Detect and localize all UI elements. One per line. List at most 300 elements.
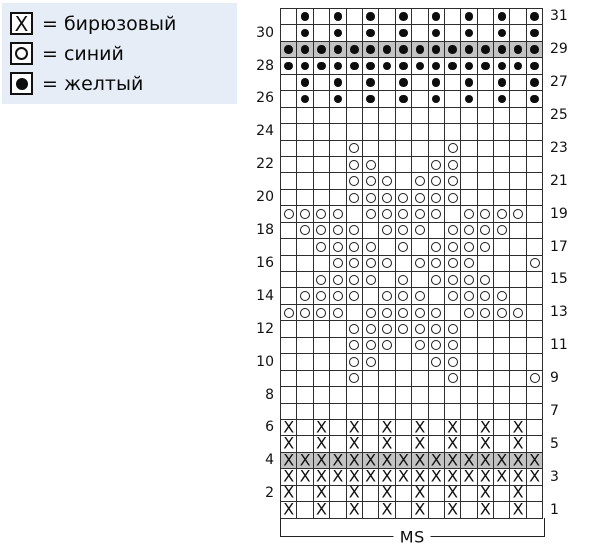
filled-dot-icon	[530, 29, 539, 38]
x-icon: X	[414, 417, 426, 437]
x-icon: X	[348, 450, 360, 470]
open-circle-icon	[464, 258, 474, 268]
grid-cell-r30-c16	[527, 25, 543, 41]
grid-cell-r2-c4	[330, 486, 346, 502]
x-icon: X	[479, 417, 491, 437]
grid-cell-r2-c16	[527, 486, 543, 502]
grid-cell-r22-c2	[297, 157, 313, 173]
filled-dot-icon	[366, 95, 375, 104]
grid-cell-r10-c4	[330, 354, 346, 370]
filled-dot-icon	[399, 45, 408, 54]
open-circle-icon	[464, 291, 474, 301]
grid-cell-r6-c8	[396, 420, 412, 436]
x-icon: X	[479, 450, 491, 470]
filled-dot-icon	[465, 29, 474, 38]
open-circle-icon	[300, 209, 310, 219]
open-circle-icon	[398, 242, 408, 252]
row-number-15: 15	[550, 271, 568, 288]
grid-cell-r30-c12	[461, 25, 477, 41]
grid-cell-r16-c5	[347, 256, 363, 272]
grid-cell-r21-c12	[461, 173, 477, 189]
x-icon: X	[479, 433, 491, 453]
grid-cell-r9-c2	[297, 371, 313, 387]
grid-cell-r6-c16	[527, 420, 543, 436]
grid-cell-r30-c1	[281, 25, 297, 41]
row-number-16: 16	[256, 254, 274, 271]
grid-cell-r24-c13	[478, 124, 494, 140]
open-circle-icon	[398, 225, 408, 235]
grid-cell-r20-c16	[527, 190, 543, 206]
grid-cell-r19-c14	[494, 206, 510, 222]
grid-cell-r12-c12	[461, 321, 477, 337]
open-circle-icon	[415, 209, 425, 219]
grid-cell-r22-c14	[494, 157, 510, 173]
grid-cell-r17-c3	[314, 239, 330, 255]
grid-cell-r15-c14	[494, 272, 510, 288]
open-circle-icon	[333, 225, 343, 235]
open-circle-icon	[513, 308, 523, 318]
open-circle-icon	[349, 193, 359, 203]
grid-cell-r27-c7	[379, 75, 395, 91]
grid-cell-r8-c3	[314, 387, 330, 403]
grid-cell-r25-c13	[478, 108, 494, 124]
filled-dot-icon	[366, 78, 375, 87]
grid-cell-r12-c13	[478, 321, 494, 337]
filled-dot-icon	[432, 12, 441, 21]
grid-cell-r27-c11	[445, 75, 461, 91]
grid-cell-r29-c11	[445, 42, 461, 58]
x-icon: X	[381, 466, 393, 486]
grid-cell-r19-c2	[297, 206, 313, 222]
grid-cell-r10-c2	[297, 354, 313, 370]
grid-cell-r18-c12	[461, 223, 477, 239]
grid-cell-r1-c3	[314, 499, 330, 519]
grid-cell-r13-c8	[396, 305, 412, 321]
grid-cell-r31-c1	[281, 9, 297, 25]
grid-cell-r26-c3	[314, 91, 330, 107]
open-circle-icon	[284, 209, 294, 219]
grid-cell-r1-c11	[445, 499, 461, 519]
grid-cell-r19-c6	[363, 206, 379, 222]
grid-cell-r30-c4	[330, 25, 346, 41]
x-icon: X	[283, 499, 295, 519]
row-number-4: 4	[265, 452, 274, 469]
filled-dot-icon	[301, 45, 310, 54]
open-circle-icon	[415, 176, 425, 186]
grid-cell-r18-c13	[478, 223, 494, 239]
grid-cell-r23-c12	[461, 141, 477, 157]
grid-cell-r28-c3	[314, 58, 330, 74]
grid-cell-r29-c12	[461, 42, 477, 58]
grid-cell-r21-c3	[314, 173, 330, 189]
open-circle-icon	[464, 308, 474, 318]
grid-cell-r16-c13	[478, 256, 494, 272]
filled-dot-icon	[383, 45, 392, 54]
row-number-18: 18	[256, 222, 274, 239]
grid-cell-r9-c13	[478, 371, 494, 387]
x-icon: X	[463, 466, 475, 486]
open-circle-icon	[382, 258, 392, 268]
grid-cell-r3-c6	[363, 466, 379, 486]
grid-cell-r14-c12	[461, 288, 477, 304]
filled-dot-icon	[498, 45, 507, 54]
open-circle-icon	[448, 225, 458, 235]
open-circle-icon	[497, 308, 507, 318]
grid-cell-r29-c16	[527, 42, 543, 58]
grid-cell-r27-c16	[527, 75, 543, 91]
open-circle-icon	[366, 275, 376, 285]
grid-cell-r2-c6	[363, 486, 379, 502]
grid-cell-r7-c6	[363, 404, 379, 420]
grid-cell-r28-c2	[297, 58, 313, 74]
grid-cell-r21-c11	[445, 173, 461, 189]
grid-cell-r25-c4	[330, 108, 346, 124]
filled-dot-icon	[432, 95, 441, 104]
grid-cell-r13-c12	[461, 305, 477, 321]
grid-cell-r18-c16	[527, 223, 543, 239]
grid-cell-r15-c1	[281, 272, 297, 288]
grid-cell-r12-c5	[347, 321, 363, 337]
grid-cell-r28-c14	[494, 58, 510, 74]
x-icon: X	[447, 466, 459, 486]
grid-cell-r3-c10	[429, 466, 445, 486]
grid-cell-r26-c7	[379, 91, 395, 107]
dot-symbol-box	[10, 72, 33, 95]
open-circle-icon	[464, 209, 474, 219]
grid-cell-r10-c14	[494, 354, 510, 370]
open-circle-icon	[366, 209, 376, 219]
x-icon: X	[397, 466, 409, 486]
grid-cell-r31-c15	[510, 9, 526, 25]
grid-cell-r15-c6	[363, 272, 379, 288]
grid-cell-r10-c7	[379, 354, 395, 370]
grid-cell-r26-c12	[461, 91, 477, 107]
grid-cell-r22-c12	[461, 157, 477, 173]
open-circle-icon	[448, 160, 458, 170]
filled-dot-icon	[481, 62, 490, 71]
grid-cell-r29-c1	[281, 42, 297, 58]
legend	[2, 3, 237, 104]
grid-cell-r13-c6	[363, 305, 379, 321]
x-icon: X	[299, 466, 311, 486]
grid-cell-r27-c10	[429, 75, 445, 91]
grid-cell-r28-c1	[281, 58, 297, 74]
grid-cell-r25-c3	[314, 108, 330, 124]
open-circle-icon	[448, 258, 458, 268]
grid-cell-r13-c4	[330, 305, 346, 321]
open-circle-icon	[448, 143, 458, 153]
open-circle-icon	[333, 275, 343, 285]
grid-cell-r18-c5	[347, 223, 363, 239]
grid-cell-r13-c13	[478, 305, 494, 321]
grid-cell-r12-c2	[297, 321, 313, 337]
grid-cell-r15-c3	[314, 272, 330, 288]
grid-cell-r13-c14	[494, 305, 510, 321]
grid-cell-r7-c16	[527, 404, 543, 420]
filled-dot-icon	[530, 95, 539, 104]
x-icon: X	[512, 499, 524, 519]
grid-cell-r20-c2	[297, 190, 313, 206]
grid-cell-r22-c1	[281, 157, 297, 173]
row-number-10: 10	[256, 353, 274, 370]
x-icon: X	[381, 433, 393, 453]
grid-cell-r15-c8	[396, 272, 412, 288]
filled-dot-icon	[498, 62, 507, 71]
open-circle-icon	[316, 308, 326, 318]
grid-cell-r12-c11	[445, 321, 461, 337]
grid-cell-r1-c10	[429, 502, 445, 518]
grid-cell-r14-c8	[396, 288, 412, 304]
grid-cell-r19-c5	[347, 206, 363, 222]
open-circle-icon	[382, 291, 392, 301]
grid-cell-r31-c14	[494, 9, 510, 25]
open-circle-icon	[382, 193, 392, 203]
legend-label-turquoise: = бирюзовый	[42, 12, 177, 35]
grid-cell-r31-c7	[379, 9, 395, 25]
filled-dot-icon	[432, 29, 441, 38]
grid-cell-r11-c13	[478, 338, 494, 354]
grid-cell-r28-c15	[510, 58, 526, 74]
open-circle-icon	[382, 209, 392, 219]
grid-cell-r11-c5	[347, 338, 363, 354]
grid-cell-r21-c2	[297, 173, 313, 189]
grid-cell-r17-c12	[461, 239, 477, 255]
open-circle-icon	[300, 308, 310, 318]
row-number-28: 28	[256, 57, 274, 74]
grid-cell-r19-c15	[510, 206, 526, 222]
grid-cell-r18-c11	[445, 223, 461, 239]
grid-cell-r16-c4	[330, 256, 346, 272]
grid-cell-r23-c16	[527, 141, 543, 157]
grid-cell-r25-c6	[363, 108, 379, 124]
open-circle-icon	[448, 340, 458, 350]
open-circle-icon	[316, 275, 326, 285]
grid-cell-r1-c6	[363, 502, 379, 518]
filled-dot-icon	[498, 29, 507, 38]
grid-cell-r9-c11	[445, 371, 461, 387]
grid-cell-r24-c7	[379, 124, 395, 140]
grid-cell-r3-c16	[527, 466, 543, 486]
open-circle-icon	[448, 176, 458, 186]
grid-cell-r17-c7	[379, 239, 395, 255]
open-circle-icon	[349, 160, 359, 170]
grid-cell-r8-c14	[494, 387, 510, 403]
grid-cell-r9-c12	[461, 371, 477, 387]
grid-cell-r18-c6	[363, 223, 379, 239]
grid-cell-r21-c15	[510, 173, 526, 189]
grid-cell-r30-c11	[445, 25, 461, 41]
grid-cell-r20-c4	[330, 190, 346, 206]
grid-cell-r21-c6	[363, 173, 379, 189]
filled-dot-icon	[284, 45, 293, 54]
x-icon: X	[529, 466, 541, 486]
open-circle-icon	[398, 209, 408, 219]
open-circle-icon	[431, 357, 441, 367]
filled-dot-icon	[399, 12, 408, 21]
grid-cell-r31-c8	[396, 9, 412, 25]
grid-cell-r30-c10	[429, 25, 445, 41]
grid-cell-r2-c10	[429, 486, 445, 502]
open-circle-icon	[530, 373, 540, 383]
open-circle-icon	[448, 357, 458, 367]
row-number-30: 30	[256, 24, 274, 41]
grid-cell-r29-c4	[330, 42, 346, 58]
open-circle-icon	[480, 242, 490, 252]
filled-dot-icon	[317, 62, 326, 71]
open-circle-icon	[398, 324, 408, 334]
x-icon: X	[447, 417, 459, 437]
open-circle-icon	[480, 291, 490, 301]
grid-cell-r12-c7	[379, 321, 395, 337]
filled-dot-icon	[498, 12, 507, 21]
grid-cell-r10-c12	[461, 354, 477, 370]
grid-cell-r17-c15	[510, 239, 526, 255]
grid-cell-r28-c13	[478, 58, 494, 74]
open-circle-icon	[316, 291, 326, 301]
open-circle-icon	[464, 225, 474, 235]
open-circle-icon	[415, 291, 425, 301]
grid-cell-r23-c11	[445, 141, 461, 157]
grid-cell-r7-c10	[429, 404, 445, 420]
grid-cell-r10-c16	[527, 354, 543, 370]
x-icon: X	[414, 499, 426, 519]
x-icon: X	[479, 482, 491, 502]
grid-cell-r25-c2	[297, 108, 313, 124]
grid-cell-r9-c10	[429, 371, 445, 387]
x-icon: X	[463, 450, 475, 470]
grid-cell-r11-c9	[412, 338, 428, 354]
row-number-8: 8	[265, 386, 274, 403]
grid-cell-r31-c3	[314, 9, 330, 25]
grid-cell-r20-c9	[412, 190, 428, 206]
grid-cell-r18-c3	[314, 223, 330, 239]
grid-cell-r25-c11	[445, 108, 461, 124]
grid-cell-r28-c5	[347, 58, 363, 74]
row-number-12: 12	[256, 320, 274, 337]
open-circle-icon	[415, 258, 425, 268]
filled-dot-icon	[301, 12, 310, 21]
grid-cell-r22-c5	[347, 157, 363, 173]
grid-cell-r31-c10	[429, 9, 445, 25]
grid-cell-r8-c2	[297, 387, 313, 403]
grid-cell-r8-c11	[445, 387, 461, 403]
grid-cell-r21-c1	[281, 173, 297, 189]
grid-cell-r7-c8	[396, 404, 412, 420]
grid-cell-r24-c16	[527, 124, 543, 140]
grid-cell-r16-c3	[314, 256, 330, 272]
grid-cell-r16-c11	[445, 256, 461, 272]
grid-cell-r13-c10	[429, 305, 445, 321]
grid-cell-r27-c15	[510, 75, 526, 91]
grid-cell-r18-c7	[379, 223, 395, 239]
open-circle-icon	[349, 340, 359, 350]
grid-cell-r20-c1	[281, 190, 297, 206]
grid-cell-r28-c8	[396, 58, 412, 74]
grid-cell-r13-c3	[314, 305, 330, 321]
grid-cell-r26-c11	[445, 91, 461, 107]
grid-cell-r24-c1	[281, 124, 297, 140]
open-circle-icon	[366, 258, 376, 268]
grid-cell-r26-c13	[478, 91, 494, 107]
grid-cell-r16-c1	[281, 256, 297, 272]
grid-cell-r17-c14	[494, 239, 510, 255]
grid-cell-r31-c9	[412, 9, 428, 25]
open-circle-icon	[464, 242, 474, 252]
filled-dot-icon	[334, 12, 343, 21]
grid-cell-r14-c15	[510, 288, 526, 304]
grid-cell-r27-c2	[297, 75, 313, 91]
open-circle-icon	[448, 291, 458, 301]
grid-cell-r21-c8	[396, 173, 412, 189]
grid-cell-r29-c2	[297, 42, 313, 58]
x-icon: X	[447, 482, 459, 502]
grid-cell-r21-c10	[429, 173, 445, 189]
grid-cell-r19-c1	[281, 206, 297, 222]
filled-dot-icon	[334, 95, 343, 104]
grid-cell-r21-c4	[330, 173, 346, 189]
filled-dot-icon	[465, 62, 474, 71]
grid-cell-r27-c5	[347, 75, 363, 91]
open-circle-icon	[464, 275, 474, 285]
filled-dot-icon	[366, 45, 375, 54]
grid-cell-r14-c2	[297, 288, 313, 304]
grid-cell-r1-c9	[412, 499, 428, 519]
open-circle-icon	[382, 308, 392, 318]
grid-cell-r3-c4	[330, 466, 346, 486]
open-circle-icon	[415, 324, 425, 334]
grid-cell-r22-c7	[379, 157, 395, 173]
grid-cell-r10-c1	[281, 354, 297, 370]
filled-dot-icon	[399, 29, 408, 38]
grid-cell-r15-c11	[445, 272, 461, 288]
open-circle-icon	[448, 275, 458, 285]
grid-cell-r1-c2	[297, 502, 313, 518]
grid-cell-r25-c15	[510, 108, 526, 124]
x-icon: X	[332, 450, 344, 470]
grid-cell-r12-c9	[412, 321, 428, 337]
grid-cell-r22-c11	[445, 157, 461, 173]
grid-cell-r9-c6	[363, 371, 379, 387]
grid-cell-r18-c4	[330, 223, 346, 239]
grid-cell-r30-c9	[412, 25, 428, 41]
x-icon: X	[414, 466, 426, 486]
grid-cell-r23-c4	[330, 141, 346, 157]
grid-cell-r7-c14	[494, 404, 510, 420]
grid-cell-r21-c13	[478, 173, 494, 189]
grid-cell-r20-c3	[314, 190, 330, 206]
grid-cell-r22-c9	[412, 157, 428, 173]
grid-cell-r15-c13	[478, 272, 494, 288]
x-icon: X	[315, 482, 327, 502]
grid-cell-r26-c9	[412, 91, 428, 107]
grid-cell-r11-c11	[445, 338, 461, 354]
x-icon: X	[315, 450, 327, 470]
x-icon: X	[512, 450, 524, 470]
grid-cell-r25-c8	[396, 108, 412, 124]
x-icon: X	[512, 433, 524, 453]
filled-dot-icon	[465, 45, 474, 54]
grid-cell-r29-c8	[396, 42, 412, 58]
grid-cell-r1-c15	[510, 499, 526, 519]
grid-cell-r26-c1	[281, 91, 297, 107]
x-icon: X	[496, 466, 508, 486]
grid-cell-r24-c14	[494, 124, 510, 140]
open-circle-icon	[366, 160, 376, 170]
filled-dot-icon	[448, 45, 457, 54]
ms-label: MS	[394, 527, 431, 546]
grid-cell-r1-c13	[478, 499, 494, 519]
grid-cell-r11-c8	[396, 338, 412, 354]
